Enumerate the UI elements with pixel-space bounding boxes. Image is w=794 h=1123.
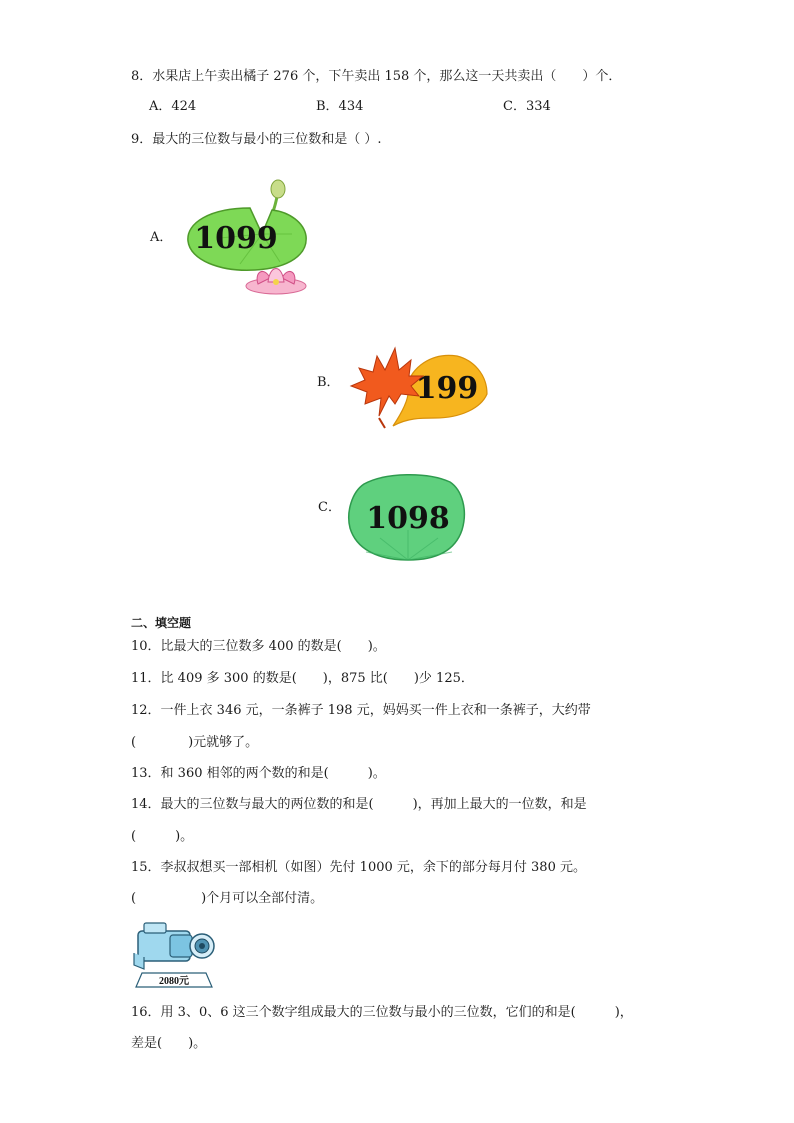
question-8-text: 8．水果店上午卖出橘子 276 个，下午卖出 158 个，那么这一天共卖出（ ）个． [131, 69, 622, 84]
q8-option-c: C．334 [503, 99, 551, 114]
q9-option-b-label: B． [317, 375, 340, 390]
question-15-text: 15．李叔叔想买一部相机（如图）先付 1000 元，余下的部分每月付 380 元。 [131, 860, 586, 875]
question-15-answer: ( )个月可以全部付清。 [131, 891, 324, 906]
question-12-text: 12．一件上衣 346 元，一条裤子 198 元，妈妈买一件上衣和一条裤子，大约带 [131, 703, 591, 718]
camera-price-tag: 2080元 [159, 976, 189, 987]
question-10-text: 10．比最大的三位数多 400 的数是( )。 [131, 639, 386, 654]
option-b-value: 199 [415, 371, 479, 406]
question-12-answer: ( )元就够了。 [131, 735, 259, 750]
section-2-title: 二、填空题 [131, 616, 192, 630]
option-c-value: 1098 [366, 501, 450, 536]
question-16-answer: 差是( )。 [131, 1036, 207, 1051]
question-9-text: 9．最大的三位数与最小的三位数和是（ ）. [131, 132, 382, 147]
question-14-answer: ( )。 [131, 829, 194, 844]
question-16-text: 16．用 3、0、6 这三个数字组成最大的三位数与最小的三位数，它们的和是( )， [131, 1005, 633, 1020]
q9-option-a-label: A． [150, 230, 173, 245]
option-a-value: 1099 [194, 221, 278, 256]
question-13-text: 13．和 360 相邻的两个数的和是( )。 [131, 766, 386, 781]
q9-option-c-label: C． [318, 500, 341, 515]
question-14-text: 14．最大的三位数与最大的两位数的和是( )，再加上最大的一位数，和是 [131, 797, 587, 812]
question-11-text: 11．比 409 多 300 的数是( )，875 比( )少 125． [131, 671, 474, 686]
lily-pad-image [180, 178, 320, 308]
camera-image [130, 917, 220, 989]
q8-option-b: B．434 [316, 99, 364, 114]
lotus-leaf-image [346, 470, 471, 562]
leaves-image [345, 338, 490, 433]
q8-option-a: A．424 [149, 99, 197, 114]
